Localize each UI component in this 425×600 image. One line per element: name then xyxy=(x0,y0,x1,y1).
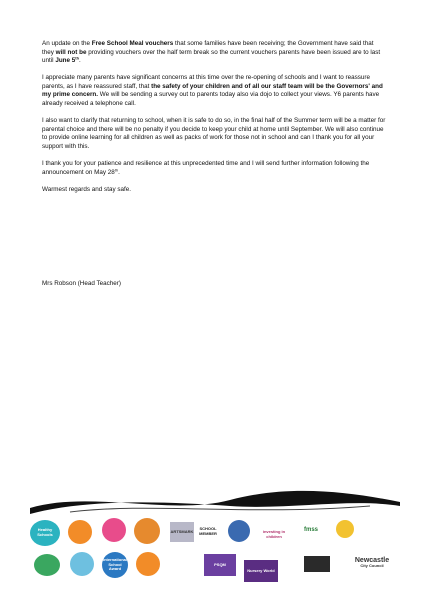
paragraph-regards: Warmest regards and stay safe. xyxy=(42,185,132,193)
paragraph-returning: I also want to clarify that returning to school, when it is safe to do so, in the final half of the Summer term will be a matter for parental choice and there will be no penalty if you decide to keep your child at home until September. We will also continue to provide online learning for all children as well as packs of work for those not in school and can I thank you for all your support with this. xyxy=(42,117,386,150)
text: I appreciate many parents have significant concerns at this time over the re-opening of schools and I want to reassure parents, as I have reassured staff, that xyxy=(42,74,370,90)
fmss-logo xyxy=(296,522,326,538)
logo-text: investing in children xyxy=(262,529,286,539)
food-logo xyxy=(304,556,330,572)
healthy-schools-logo xyxy=(30,520,60,546)
psqm-logo xyxy=(204,554,236,576)
paragraph-safety xyxy=(42,74,386,108)
international-school-award-logo xyxy=(102,552,128,578)
logo-subtext: City Council xyxy=(360,563,384,568)
school-games-icon xyxy=(70,552,94,576)
text: An update on the xyxy=(42,40,92,47)
paragraph-fsm xyxy=(42,40,386,66)
text: . xyxy=(79,57,81,65)
text: We will be sending a survey out to parents today also via dojo to collect your views. Y6 parents have already received a telephone call. xyxy=(42,91,380,108)
rights-respecting-icon xyxy=(102,518,126,542)
text: . xyxy=(118,168,120,176)
logo-text: PSQM xyxy=(214,561,226,567)
bronze-award-icon xyxy=(134,518,160,544)
logo-text: Newcastle xyxy=(354,557,390,565)
school-member-logo xyxy=(196,524,220,540)
bold-text: Free School Meal vouchers xyxy=(91,40,174,47)
bold-date xyxy=(55,57,79,64)
text: I thank you for your patience and resilience at this unprecedented time and I will send further information following the announcement on May 28 xyxy=(42,160,370,176)
bold-text: the safety of your children and of all our staff team will be the Governors' and my prime concern. xyxy=(42,82,383,99)
bold-text: will not be xyxy=(55,48,87,56)
games-award-icon xyxy=(136,552,160,576)
logo-text: fmss xyxy=(303,526,318,533)
logo-text: ARTSMARK xyxy=(170,528,194,534)
accreditation-logos xyxy=(30,516,400,600)
investing-in-children-logo xyxy=(258,522,290,548)
sun-badge-icon xyxy=(336,520,354,538)
text: that some families have been receiving; the Government have said that they xyxy=(42,40,374,56)
quality-mark-icon xyxy=(228,520,250,542)
text: providing vouchers over the half term break so the current vouchers parents have been issued are to last until xyxy=(42,48,381,65)
paragraph-thanks xyxy=(42,160,386,177)
award-badge-icon xyxy=(68,520,92,544)
logo-text: International School Award xyxy=(102,557,127,572)
signature: Mrs Robson (Head Teacher) xyxy=(42,280,121,287)
nursery-logo xyxy=(360,522,396,538)
letter-body xyxy=(42,40,386,203)
footer-swoosh xyxy=(30,486,400,520)
nursery-world-logo xyxy=(244,560,278,582)
superscript: th xyxy=(75,55,80,61)
logo-text: Healthy Schools xyxy=(37,527,53,537)
crest-icon xyxy=(174,550,198,574)
schools-logo-2 xyxy=(34,554,60,576)
text: June 5 xyxy=(55,57,76,65)
logo-text: Nursery World xyxy=(247,567,275,573)
newcastle-city-council-logo xyxy=(346,550,398,578)
logo-text: SCHOOL MEMBER xyxy=(199,526,217,536)
artsmark-logo xyxy=(170,522,194,542)
superscript: th xyxy=(114,167,119,173)
